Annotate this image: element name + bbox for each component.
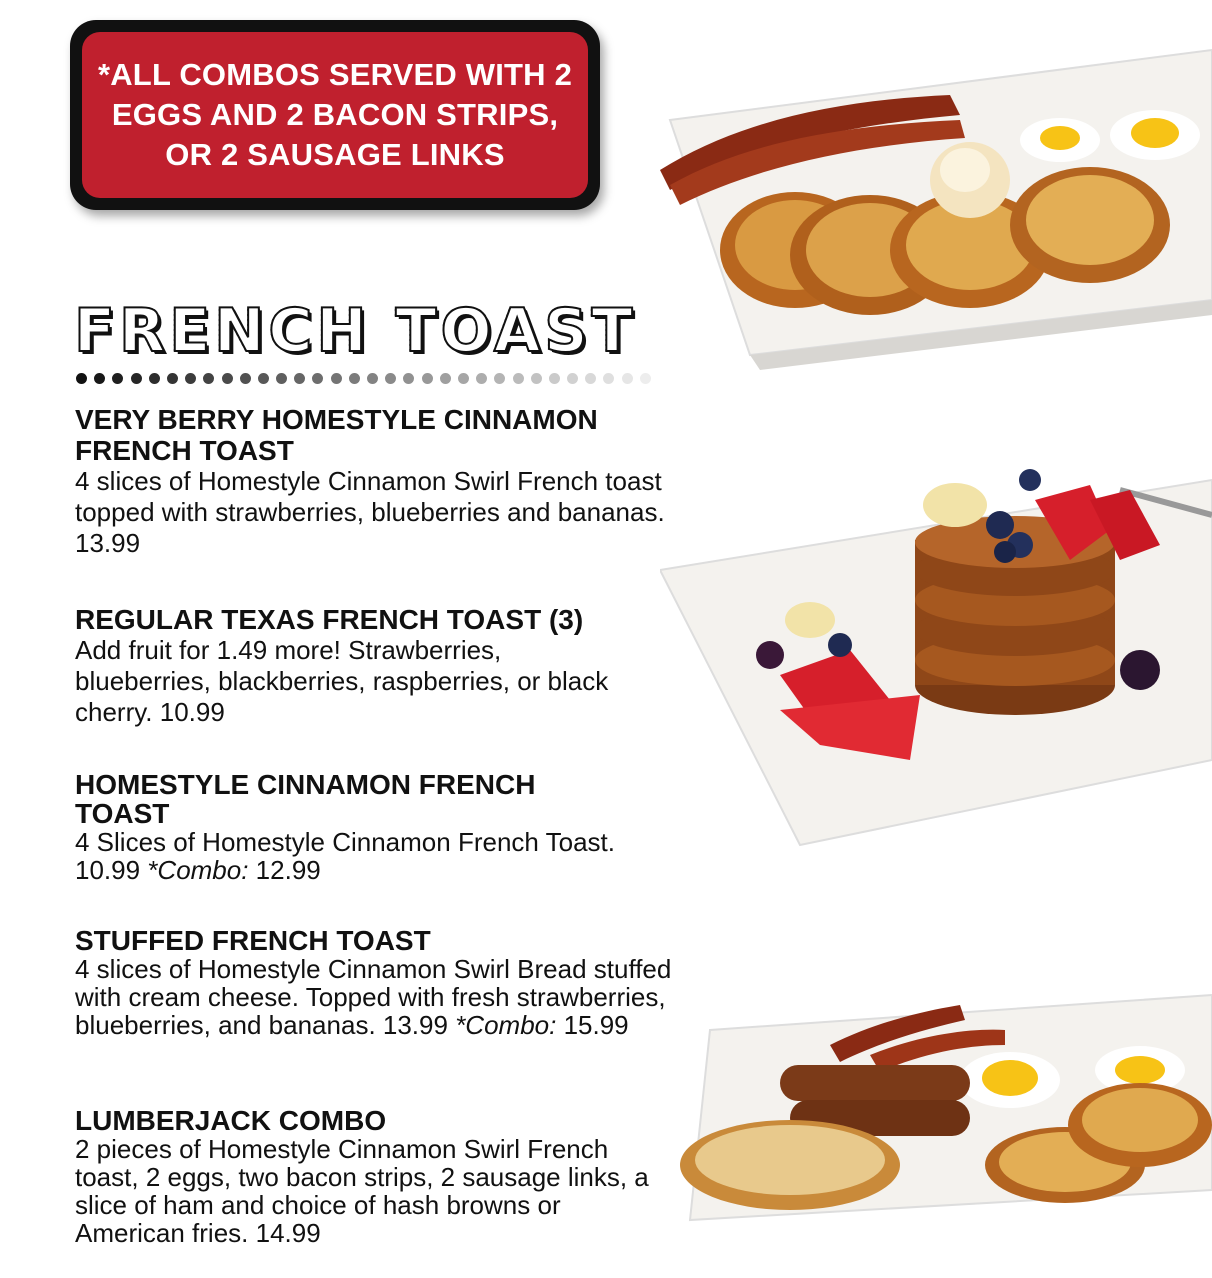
divider-dot [76,373,87,384]
divider-dot [294,373,305,384]
combo-notice-banner [70,20,600,210]
divider-dot [367,373,378,384]
divider-dot [222,373,233,384]
divider-dot [403,373,414,384]
divider-dot [458,373,469,384]
divider-dot [603,373,614,384]
divider-dot [422,373,433,384]
divider-dot [476,373,487,384]
item-name: VERY BERRY HOMESTYLE CINNAMON FRENCH TOAST [75,404,598,466]
item-description [75,828,615,884]
french-toast-plate-image [620,40,1212,380]
item-name: STUFFED FRENCH TOAST [75,925,431,956]
menu-item-very-berry [75,404,675,559]
section-title: FRENCH TOAST [74,296,637,366]
divider-dot [112,373,123,384]
item-name: LUMBERJACK COMBO [75,1105,387,1136]
menu-item-regular-texas [75,604,675,728]
divider-dot [312,373,323,384]
combo-label: *Combo: [455,1010,557,1040]
divider-dot [531,373,542,384]
divider-dot [513,373,524,384]
menu-item-stuffed [75,926,675,1039]
combo-notice-panel [82,32,588,198]
item-name: REGULAR TEXAS FRENCH TOAST (3) [75,604,584,635]
divider-dot [167,373,178,384]
menu-item-lumberjack [75,1106,675,1247]
divider-dot [276,373,287,384]
item-description-text: 4 slices of Homestyle Cinnamon Swirl Bread stuffed with cream cheese. Topped with fresh strawberries, blueberries, and bananas. 13.99 [75,954,672,1040]
item-name: HOMESTYLE CINNAMON FRENCH TOAST [75,769,536,829]
divider-dot [258,373,269,384]
divider-dot [149,373,160,384]
divider-dot [385,373,396,384]
menu-item-homestyle-cinnamon [75,770,675,884]
combo-price: 12.99 [248,855,321,885]
divider-dot [185,373,196,384]
dotted-divider [76,372,656,384]
divider-dot [494,373,505,384]
item-description: 2 pieces of Homestyle Cinnamon Swirl French toast, 2 eggs, two bacon strips, 2 sausage links, a slice of ham and choice of hash browns or American fries. 14.99 [75,1134,649,1248]
item-description-text: 4 Slices of Homestyle Cinnamon French Toast. 10.99 [75,827,615,885]
berry-french-toast-image [660,460,1212,850]
divider-dot [549,373,560,384]
lumberjack-combo-image [670,990,1212,1230]
item-description: 4 slices of Homestyle Cinnamon Swirl French toast topped with strawberries, blueberries and bananas. 13.99 [75,466,665,558]
combo-price: 15.99 [556,1010,629,1040]
divider-dot [331,373,342,384]
combo-label: *Combo: [147,855,249,885]
divider-dot [94,373,105,384]
divider-dot [567,373,578,384]
divider-dot [203,373,214,384]
divider-dot [349,373,360,384]
divider-dot [440,373,451,384]
divider-dot [240,373,251,384]
combo-notice-text: *ALL COMBOS SERVED WITH 2 EGGS AND 2 BACON STRIPS, OR 2 SAUSAGE LINKS [97,57,573,172]
item-description [75,955,675,1039]
item-description: Add fruit for 1.49 more! Strawberries, blueberries, blackberries, raspberries, or black cherry. 10.99 [75,635,609,727]
divider-dot [585,373,596,384]
divider-dot [131,373,142,384]
